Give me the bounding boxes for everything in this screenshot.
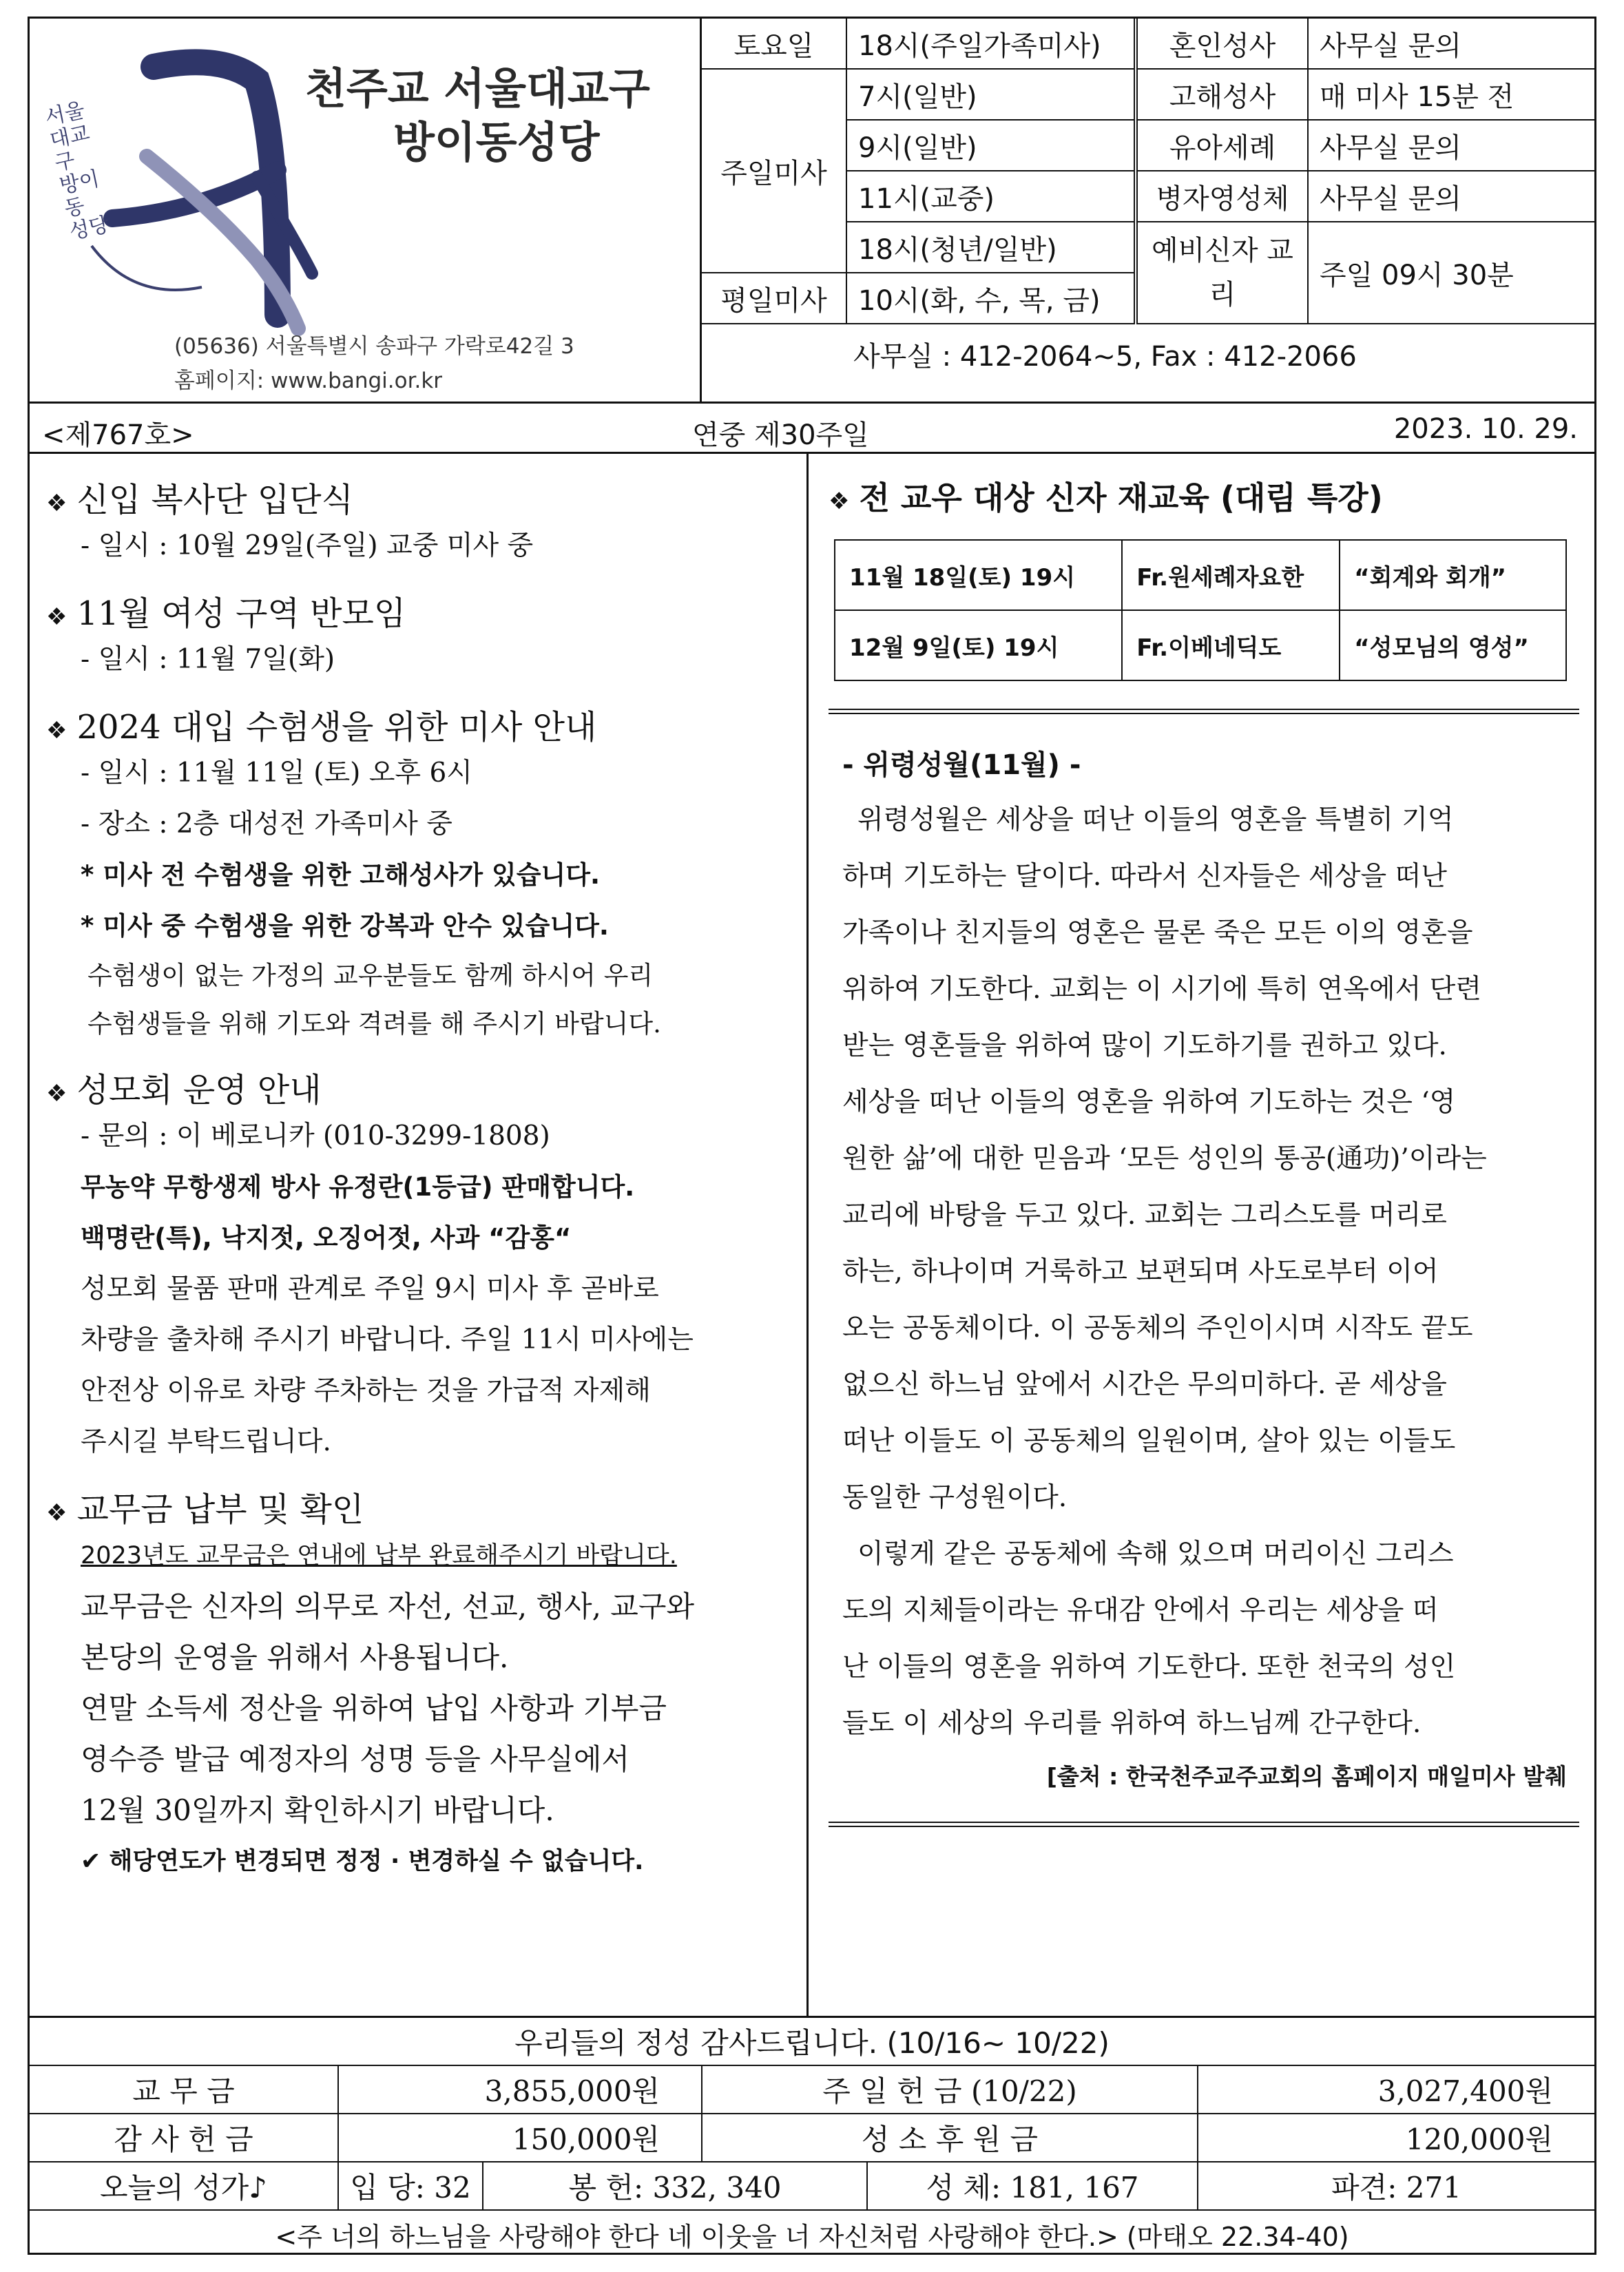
text-line: - 장소 : 2층 대성전 가족미사 중: [81, 809, 452, 840]
hymn-offertory: 봉 헌: 332, 340: [483, 2162, 867, 2210]
sunday-time: 11시(교중): [846, 171, 1136, 222]
diamond-bullet-icon: ❖: [46, 1080, 67, 1107]
mass-schedule: [702, 19, 1594, 402]
text-line: 위령성월은 세상을 떠난 이들의 영혼을 특별히 기억: [857, 804, 1454, 835]
offering-label: 교 무 금: [30, 2065, 338, 2114]
weekday-mass-label: 평일미사: [702, 273, 846, 324]
diamond-bullet-icon: ❖: [46, 603, 67, 631]
right-column: [829, 473, 1579, 1827]
sacrament-name: 고해성사: [1136, 69, 1308, 120]
sacrament-value: 사무실 문의: [1308, 171, 1594, 222]
sacrament-value: 사무실 문의: [1308, 120, 1594, 171]
lecture-date: 12월 9일(토) 19시: [835, 610, 1122, 680]
hymn-entrance: 입 당: 32: [338, 2162, 483, 2210]
section-title: ❖ 교무금 납부 및 확인: [46, 1490, 364, 1529]
divider: [829, 709, 1579, 714]
lecture-topic: “회계와 회개”: [1340, 540, 1566, 610]
text-line: 가족이나 친지들의 영혼은 물론 죽은 모든 이의 영혼을: [842, 917, 1473, 948]
hymn-dismissal: 파견: 271: [1198, 2162, 1594, 2210]
text-line: 12월 30일까지 확인하시기 바랍니다.: [81, 1793, 554, 1827]
lecture-date: 11월 18일(토) 19시: [835, 540, 1122, 610]
lecture-table: [834, 539, 1567, 681]
issue-bar: [30, 402, 1594, 454]
section-title: ❖ 성모회 운영 안내: [46, 1071, 322, 1109]
sacrament-name: 예비신자 교리: [1136, 222, 1308, 324]
sacrament-value: 주일 09시 30분: [1308, 222, 1594, 324]
text-line: 원한 삶’에 대한 믿음과 ‘모든 성인의 통공(通功)’이라는: [842, 1143, 1487, 1174]
sunday-time: 7시(일반): [846, 69, 1136, 120]
offering-value: 3,027,400원: [1198, 2065, 1594, 2114]
sacrament-value: 사무실 문의: [1308, 19, 1594, 69]
scripture-verse: <주 너의 하느님을 사랑해야 한다 네 이웃을 너 자신처럼 사랑해야 한다.> (마태오 22.34-40): [30, 2210, 1594, 2258]
text-line: 세상을 떠난 이들의 영혼을 위하여 기도하는 것은 ‘영: [842, 1087, 1456, 1118]
essay-source: [출처 : 한국천주교주교회의 홈페이지 매일미사 발췌: [1046, 1763, 1567, 1790]
text-line: 교리에 바탕을 두고 있다. 교회는 그리스도를 머리로: [842, 1200, 1447, 1231]
lecture-speaker: Fr.원세례자요한: [1122, 540, 1340, 610]
text-line: 위하여 기도한다. 교회는 이 시기에 특히 연옥에서 단련: [842, 974, 1482, 1005]
offering-label: 성 소 후 원 금: [702, 2114, 1198, 2162]
text-line: 없으신 하느님 앞에서 시간은 무의미하다. 곧 세상을: [842, 1369, 1447, 1400]
text-line: 떠난 이들도 이 공동체의 일원이며, 살아 있는 이들도: [842, 1426, 1456, 1457]
text-line: - 문의 : 이 베로니카 (010-3299-1808): [81, 1121, 550, 1151]
table-row: [835, 610, 1566, 680]
sacrament-name: 병자영성체: [1136, 171, 1308, 222]
liturgical-week: 연중 제30주일: [692, 419, 869, 451]
section-title: ❖ 신입 복사단 입단식: [46, 481, 353, 519]
text-line: 백명란(특), 낙지젓, 오징어젓, 사과 “감홍“: [81, 1223, 572, 1253]
section-title: ❖ 11월 여성 구역 반모임: [46, 594, 406, 633]
diamond-bullet-icon: ❖: [46, 717, 67, 744]
text-line: 2023년도 교무금은 연내에 납부 완료해주시기 바랍니다.: [81, 1542, 677, 1570]
weekday-time: 10시(화, 수, 목, 금): [846, 273, 1136, 324]
offering-value: 120,000원: [1198, 2114, 1594, 2162]
text-line: ✔ 해당연도가 변경되면 정정 · 변경하실 수 없습니다.: [81, 1848, 644, 1875]
section-title: ❖ 전 교우 대상 신자 재교육 (대림 특강): [829, 479, 1383, 517]
text-line: 본당의 운영을 위해서 사용됩니다.: [81, 1640, 509, 1674]
text-line: 들도 이 세상의 우리를 위하여 하느님께 간구한다.: [842, 1708, 1422, 1739]
issue-number: <제767호>: [42, 419, 194, 451]
text-line: - 일시 : 11월 7일(화): [81, 644, 335, 675]
offering-value: 3,855,000원: [338, 2065, 702, 2114]
parish-title: 천주교 서울대교구: [305, 63, 650, 114]
text-line: 차량을 출차해 주시기 바랍니다. 주일 11시 미사에는: [81, 1324, 694, 1355]
lecture-speaker: Fr.이베네딕도: [1122, 610, 1340, 680]
logo-area: [30, 19, 702, 402]
text-line: 동일한 구성원이다.: [842, 1482, 1068, 1513]
hymn-communion: 성 체: 181, 167: [867, 2162, 1198, 2210]
divider: [829, 1822, 1579, 1827]
diamond-bullet-icon: ❖: [46, 490, 67, 517]
thanks-banner: 우리들의 정성 감사드립니다. (10/16~ 10/22): [30, 2017, 1594, 2066]
text-line: 받는 영혼들을 위하여 많이 기도하기를 권하고 있다.: [842, 1030, 1447, 1061]
text-line: 난 이들의 영혼을 위하여 기도한다. 또한 천국의 성인: [842, 1651, 1456, 1682]
table-row: [835, 540, 1566, 610]
text-line: 하는, 하나이며 거룩하고 보편되며 사도로부터 이어: [842, 1256, 1439, 1287]
text-line: 수험생들을 위해 기도와 격려를 해 주시기 바랍니다.: [87, 1009, 661, 1039]
offering-footer: [30, 2016, 1594, 2257]
text-line: 수험생이 없는 가정의 교우분들도 함께 하시어 우리: [87, 961, 654, 990]
saturday-label: 토요일: [702, 19, 846, 69]
text-line: 주시길 부탁드립니다.: [81, 1426, 331, 1457]
office-contact: 사무실 : 412-2064~5, Fax : 412-2066: [702, 324, 1594, 384]
text-line: 교무금은 신자의 의무로 자선, 선교, 행사, 교구와: [81, 1590, 695, 1623]
text-line: 성모회 물품 판매 관계로 주일 9시 미사 후 곧바로: [81, 1273, 659, 1304]
lecture-topic: “성모님의 영성”: [1340, 610, 1566, 680]
text-line: - 일시 : 10월 29일(주일) 교중 미사 중: [81, 530, 534, 561]
hymn-label: 오늘의 성가♪: [30, 2162, 338, 2210]
section-title: ❖ 2024 대입 수험생을 위한 미사 안내: [46, 708, 597, 747]
essay-title: - 위령성월(11월) -: [842, 749, 1081, 781]
text-line: 영수증 발급 예정자의 성명 등을 사무실에서: [81, 1742, 630, 1776]
text-line: 무농약 무항생제 방사 유정란(1등급) 판매합니다.: [81, 1172, 635, 1202]
essay-body: [829, 792, 1579, 1752]
text-line: - 일시 : 11월 11일 (토) 오후 6시: [81, 758, 472, 789]
sacrament-name: 혼인성사: [1136, 19, 1308, 69]
parish-name: 방이동성당: [393, 117, 600, 167]
diamond-bullet-icon: ❖: [829, 488, 850, 515]
column-divider: [806, 454, 809, 2017]
text-line: 안전상 이유로 차량 주차하는 것을 가급적 자제해: [81, 1375, 651, 1406]
logo-arc-text: 서울대교구 방이동 성당: [43, 98, 112, 245]
text-line: 하며 기도하는 달이다. 따라서 신자들은 세상을 떠난: [842, 861, 1447, 892]
bulletin-page: [28, 17, 1596, 2255]
sunday-time: 18시(청년/일반): [846, 222, 1136, 273]
offering-label: 주 일 헌 금 (10/22): [702, 2065, 1198, 2114]
offering-label: 감 사 헌 금: [30, 2114, 338, 2162]
parish-address: (05636) 서울특별시 송파구 가락로42길 3: [174, 334, 574, 359]
left-column: [46, 473, 797, 1887]
saturday-time: 18시(주일가족미사): [846, 19, 1136, 69]
sunday-mass-label: 주일미사: [702, 69, 846, 273]
text-line: * 미사 전 수험생을 위한 고해성사가 있습니다.: [81, 860, 601, 890]
text-line: 오는 공동체이다. 이 공동체의 주인이시며 시작도 끝도: [842, 1313, 1473, 1344]
sacrament-value: 매 미사 15분 전: [1308, 69, 1594, 120]
offering-value: 150,000원: [338, 2114, 702, 2162]
sacrament-name: 유아세례: [1136, 120, 1308, 171]
issue-date: 2023. 10. 29.: [1393, 413, 1578, 445]
diamond-bullet-icon: ❖: [46, 1499, 67, 1527]
text-line: * 미사 중 수험생을 위한 강복과 안수 있습니다.: [81, 911, 609, 941]
text-line: 도의 지체들이라는 유대감 안에서 우리는 세상을 떠: [842, 1595, 1439, 1626]
parish-homepage[interactable]: 홈페이지: www.bangi.or.kr: [174, 368, 443, 393]
sunday-time: 9시(일반): [846, 120, 1136, 171]
text-line: 연말 소득세 정산을 위하여 납입 사항과 기부금: [81, 1691, 667, 1725]
text-line: 이렇게 같은 공동체에 속해 있으며 머리이신 그리스: [857, 1539, 1454, 1570]
